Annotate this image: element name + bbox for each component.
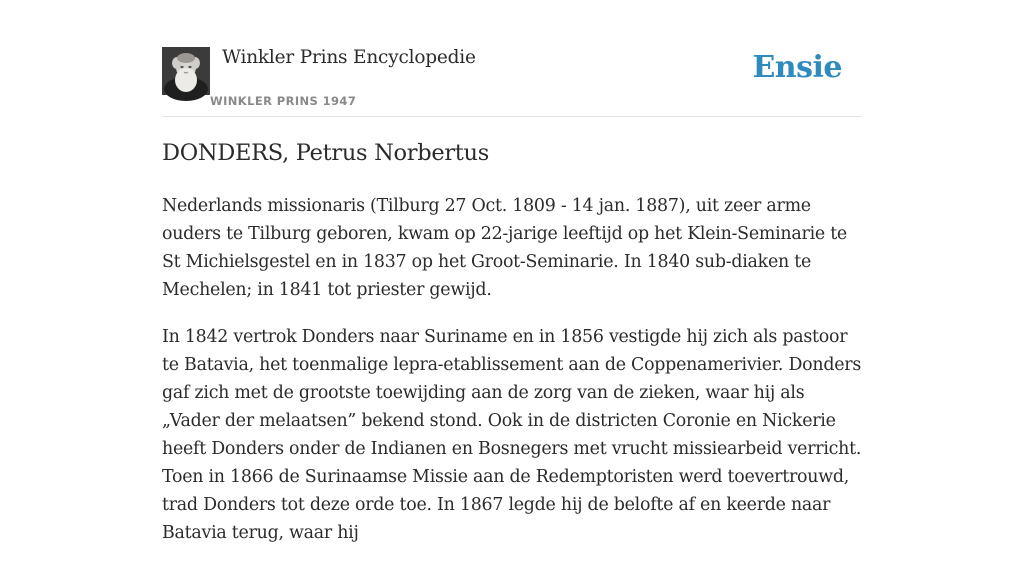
article-paragraph: In 1842 vertrok Donders naar Suriname en in 1856 vestigde hij zich als pastoor te Batavia, het toenmalige lepra-etablissement aan de Coppenamerivier. Donders gaf zich met de grootste toewijding aan de zorg van de zieken, waar hij als „Vader der melaatsen” bekend stond. Ook in de districten Coronie en Nickerie heeft Donders onder de Indianen en Bosnegers met vrucht missiearbeid verricht. Toen in 1866 de Surinaamse Missie aan de Redemptoristen werd toevertrouwd, trad Donders tot deze orde toe. In 1867 legde hij de belofte af en keerde naar Batavia terug, waar hij <box>162 327 862 543</box>
bearded-man-portrait-icon[interactable] <box>162 47 210 95</box>
ensie-logo[interactable]: Ensie <box>752 50 842 85</box>
encyclopedia-name-link[interactable]: Winkler Prins Encyclopedie <box>222 47 476 68</box>
article-body <box>162 192 862 566</box>
site-header <box>162 0 862 117</box>
article-paragraph: Nederlands missionaris (Tilburg 27 Oct. 1809 - 14 jan. 1887), uit zeer arme ouders te Tilburg geboren, kwam op 22-jarige leeftijd op het Klein-Seminarie te St Michielsgestel en in 1837 op het Groot-Seminarie. In 1840 sub-diaken te Mechelen; in 1841 tot priester gewijd. <box>162 196 847 300</box>
article-title: DONDERS, Petrus Norbertus <box>162 140 489 166</box>
edition-label: WINKLER PRINS 1947 <box>210 94 357 108</box>
